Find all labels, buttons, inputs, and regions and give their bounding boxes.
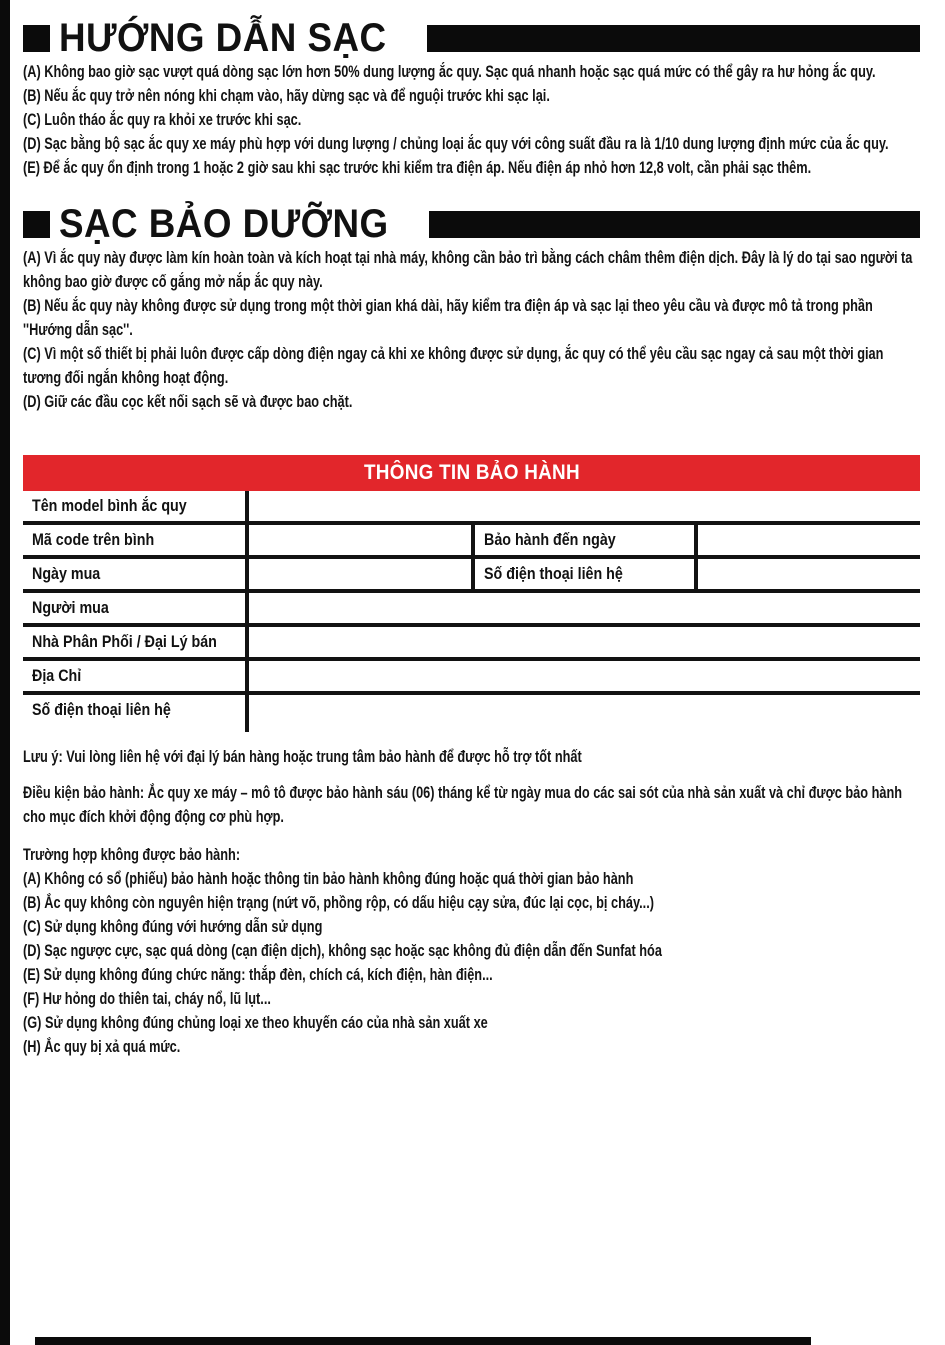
row-label: Số điện thoại liên hệ [32, 700, 171, 719]
row-value-cell [698, 525, 920, 555]
row-label: Nhà Phân Phối / Đại Lý bán [32, 632, 217, 651]
row-value-cell [249, 525, 475, 555]
maintenance-charging-list [23, 246, 920, 414]
row-value-cell [698, 559, 920, 589]
list-item: (D) Giữ các đầu cọc kết nối sạch sẽ và được bao chặt. [23, 392, 353, 411]
section-maintenance-charging-heading [23, 204, 920, 244]
row-label: Mã code trên bình [32, 530, 155, 549]
list-item: (C) Vì một số thiết bị phải luôn được cấp dòng điện ngay cả khi xe không được sử dụng, ắc quy có thể yêu cầu sạc ngay cả sau một thời gian tương đối ngắn không hoạt động. [23, 344, 884, 387]
table-row [23, 593, 920, 627]
row-label-cell [23, 593, 249, 623]
table-row [23, 559, 920, 593]
row-label: Số điện thoại liên hệ [484, 564, 623, 583]
heading-square-marker-icon [23, 211, 50, 238]
list-item: (G) Sử dụng không đúng chủng loại xe theo khuyến cáo của nhà sản xuất xe [23, 1013, 488, 1032]
heading-fill-bar [427, 25, 920, 52]
row-label-cell [475, 559, 698, 589]
row-label-cell [23, 627, 249, 657]
support-note: Lưu ý: Vui lòng liên hệ với đại lý bán hàng hoặc trung tâm bảo hành để được hỗ trợ tốt nhất [23, 747, 582, 766]
list-item: (B) Nếu ắc quy trở nên nóng khi chạm vào, hãy dừng sạc và để nguội trước khi sạc lại. [23, 86, 550, 105]
list-item: (C) Luôn tháo ắc quy ra khỏi xe trước khi sạc. [23, 110, 302, 129]
left-edge-scan-bar [0, 0, 10, 1345]
list-item: (E) Sử dụng không đúng chức năng: thắp đèn, chích cá, kích điện, hàn điện... [23, 965, 493, 984]
list-item: (F) Hư hỏng do thiên tai, cháy nổ, lũ lụt... [23, 989, 271, 1008]
document-content [23, 0, 920, 1059]
warranty-exclusions [23, 843, 920, 1059]
heading-fill-bar [429, 211, 920, 238]
exclusions-title: Trường hợp không được bảo hành: [23, 845, 241, 864]
table-row [23, 525, 920, 559]
row-label-cell [23, 661, 249, 691]
row-label: Ngày mua [32, 564, 101, 583]
warranty-info-table [23, 455, 920, 725]
section-charging-instructions-heading [23, 18, 920, 58]
warranty-table-header [23, 455, 920, 491]
section-title: HƯỚNG DẪN SẠC [59, 16, 387, 60]
section-title: SẠC BẢO DƯỠNG [59, 202, 389, 246]
heading-square-marker-icon [23, 25, 50, 52]
table-row [23, 695, 920, 725]
row-label-cell [475, 525, 698, 555]
row-value-cell [249, 559, 475, 589]
row-label: Người mua [32, 598, 109, 617]
warranty-conditions: Điều kiện bảo hành: Ắc quy xe máy – mô tô được bảo hành sáu (06) tháng kể từ ngày mua do các sai sót của nhà sản xuất và chỉ được bảo hành cho mục đích khởi động động cơ phù hợp. [23, 783, 903, 826]
row-value-cell [249, 491, 920, 521]
row-value-cell [249, 593, 920, 623]
table-row [23, 491, 920, 525]
row-label-cell [23, 559, 249, 589]
row-label: Địa Chỉ [32, 666, 82, 685]
row-value-cell [249, 695, 920, 725]
list-item: (D) Sạc ngược cực, sạc quá dòng (cạn điện dịch), không sạc hoặc sạc không đủ điện dẫn đến Sunfat hóa [23, 941, 662, 960]
list-item: (A) Không có sổ (phiếu) bảo hành hoặc thông tin bảo hành không đúng hoặc quá thời gian bảo hành [23, 869, 634, 888]
row-label-cell [23, 525, 249, 555]
bottom-edge-scan-bar [35, 1337, 811, 1345]
list-item: (H) Ắc quy bị xả quá mức. [23, 1037, 181, 1056]
list-item: (B) Nếu ắc quy này không được sử dụng trong một thời gian khá dài, hãy kiểm tra điện áp và sạc lại theo yêu cầu và được mô tả trong phần ''Hướng dẫn sạc''. [23, 296, 873, 339]
row-label-cell [23, 695, 249, 725]
warranty-table-title: THÔNG TIN BẢO HÀNH [363, 461, 580, 484]
charging-instructions-list [23, 60, 920, 180]
row-label: Tên model bình ắc quy [32, 496, 187, 515]
list-item: (E) Để ắc quy ổn định trong 1 hoặc 2 giờ sau khi sạc trước khi kiểm tra điện áp. Nếu điện áp nhỏ hơn 12,8 volt, cần phải sạc thêm. [23, 158, 812, 177]
table-row [23, 661, 920, 695]
list-item: (B) Ắc quy không còn nguyên hiện trạng (nứt võ, phồng rộp, có dấu hiệu cạy sửa, đúc lại cọc, bị cháy...) [23, 893, 655, 912]
table-row [23, 627, 920, 661]
list-item: (D) Sạc bằng bộ sạc ắc quy xe máy phù hợp với dung lượng / chủng loại ắc quy với công suất đầu ra là 1/10 dung lượng định mức của ắc quy. [23, 134, 889, 153]
row-label: Bảo hành đến ngày [484, 530, 616, 549]
list-item: (A) Không bao giờ sạc vượt quá dòng sạc lớn hơn 50% dung lượng ắc quy. Sạc quá nhanh hoặc sạc quá mức có thể gây ra hư hỏng ắc quy. [23, 62, 876, 81]
list-item: (C) Sử dụng không đúng với hướng dẫn sử dụng [23, 917, 323, 936]
list-item: (A) Vì ắc quy này được làm kín hoàn toàn và kích hoạt tại nhà máy, không cần bảo trì bằng cách châm thêm điện dịch. Đây là lý do tại sao người ta không bao giờ được cố gắng mở nắp ắc quy này. [23, 248, 913, 291]
row-value-cell [249, 627, 920, 657]
row-label-cell [23, 491, 249, 521]
row-value-cell [249, 661, 920, 691]
